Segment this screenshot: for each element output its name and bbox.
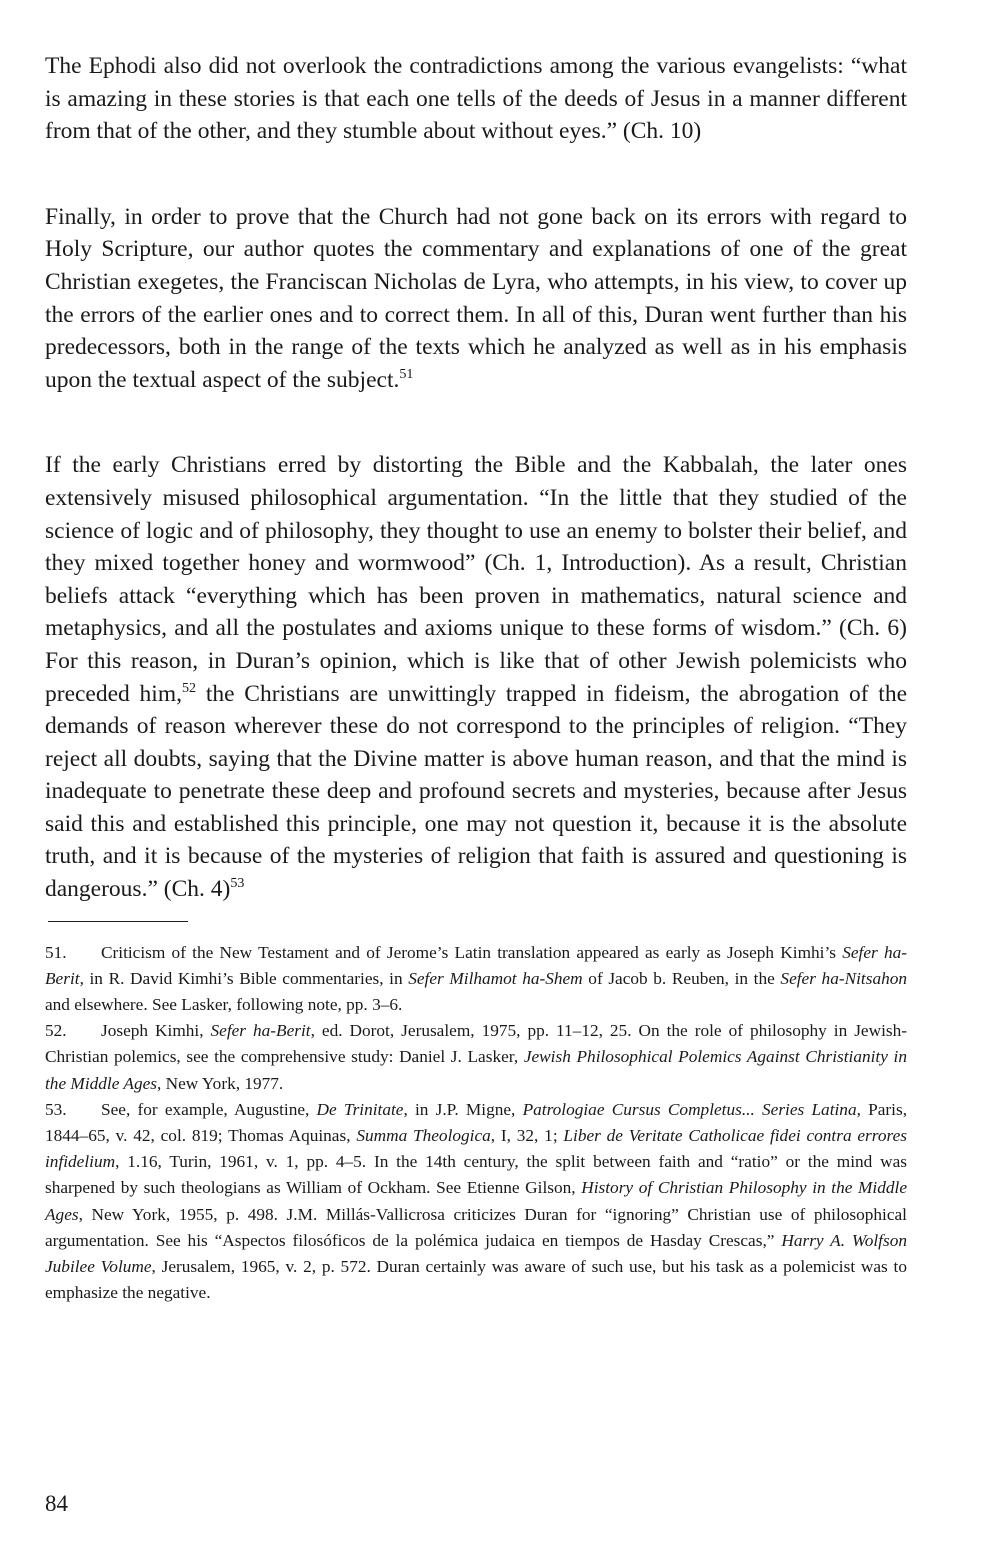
italic-title: De Trinitate	[316, 1099, 404, 1119]
text-run: If the early Christians erred by distorting the Bible and the Kabbalah, the later ones extensively misused philosophical argumentation. “In the little that they studied of the science of logic and of philosophy, they thought to use an enemy to bolster their belief, and they mixed together honey and wormwood” (Ch. 1, Introduction). As a result, Christian beliefs attack “everything which has been proven in mathematics, natural science and metaphysics, and all the postulates and axioms unique to these forms of wisdom.” (Ch. 6) For this reason, in Duran’s opinion, which is like that of other Jewish polemicists who preceded him,	[45, 452, 907, 707]
page-number: 84	[45, 1491, 68, 1516]
text-run: , Jerusalem, 1965, v. 2, p. 572. Duran certainly was aware of such use, but his task as a polemicist was to emphasize the negative.	[45, 1257, 907, 1303]
footnote-reference: 53	[230, 875, 245, 892]
text-run: of Jacob b. Reuben, in the	[582, 968, 781, 988]
footnotes	[45, 940, 907, 1307]
italic-title: Sefer ha-Nitsahon	[780, 968, 908, 988]
text-run: , New York, 1977.	[156, 1073, 284, 1093]
text-run: Joseph Kimhi,	[101, 1021, 211, 1041]
footnote-reference: 51	[399, 365, 414, 382]
footnote	[45, 1018, 907, 1097]
body-paragraph	[45, 449, 907, 905]
italic-title: Jewish Philosophical Polemics Against Christianity in the Middle Ages	[45, 1047, 908, 1093]
text-run: , New York, 1955, p. 498. J.M. Millás-Vallicrosa criticizes Duran for “ignoring” Christian use of philosophical argumentation. See his “Aspectos filosóficos de la polémica judaica en tiempos de Hasday Crescas,”	[45, 1204, 907, 1250]
text-run: and elsewhere. See Lasker, following note, pp. 3–6.	[45, 995, 403, 1015]
text-run: , Paris, 1844–65, v. 42, col. 819; Thomas Aquinas,	[45, 1099, 908, 1146]
footnote-reference: 52	[181, 679, 197, 696]
text-run: See, for example, Augustine,	[101, 1099, 317, 1119]
footnote	[45, 1097, 907, 1307]
body-paragraph	[45, 201, 907, 397]
italic-title: Sefer ha-Berit	[210, 1021, 311, 1041]
footnote-number: 52.	[45, 1021, 67, 1041]
text-run: , ed. Dorot, Jerusalem, 1975, pp. 11–12, 25. On the role of philosophy in Jewish-Christian polemics, see the comprehensive study: Daniel J. Lasker,	[45, 1021, 907, 1067]
italic-title: Harry A. Wolfson Jubilee Volume	[45, 1230, 907, 1277]
text-run: , in R. David Kimhi’s Bible commentaries, in	[79, 968, 409, 988]
italic-title: Patrologiae Cursus Completus... Series Latina	[522, 1099, 857, 1119]
italic-title: History of Christian Philosophy in the Middle Ages	[45, 1178, 907, 1224]
text-run: , I, 32, 1;	[490, 1126, 564, 1146]
text-run: Criticism of the New Testament and of Jerome’s Latin translation appeared as early as Joseph Kimhi’s	[101, 942, 843, 962]
footnote-number: 53.	[45, 1099, 67, 1119]
footnote-number: 51.	[45, 942, 67, 962]
italic-title: Sefer ha-Berit	[45, 942, 907, 988]
footnote	[45, 940, 907, 1019]
text-run: , 1.16, Turin, 1961, v. 1, pp. 4–5. In the 14th century, the split between faith and “ratio” or the mind was sharpened by such theologians as William of Ockham. See Etienne Gilson,	[45, 1152, 907, 1198]
body-text	[45, 50, 907, 906]
text-run: The Ephodi also did not overlook the contradictions among the various evangelists: “what is amazing in these stories is that each one tells of the deeds of Jesus in a manner different from that of the other, and they stumble about without eyes.” (Ch. 10)	[45, 53, 907, 145]
italic-title: Liber de Veritate Catholicae fidei contra errores infidelium	[45, 1126, 907, 1172]
text-run: , in J.P. Migne,	[403, 1099, 523, 1119]
italic-title: Summa Theologica	[356, 1126, 491, 1146]
body-paragraph	[45, 50, 907, 148]
text-run: Finally, in order to prove that the Church had not gone back on its errors with regard to Holy Scripture, our author quotes the commentary and explanations of one of the great Christian exegetes, the Franciscan Nicholas de Lyra, who attempts, in his view, to cover up the errors of the earlier ones and to correct them. In all of this, Duran went further than his predecessors, both in the range of the texts which he analyzed as well as in his emphasis upon the textual aspect of the subject.	[45, 203, 907, 393]
text-run: the Christians are unwittingly trapped in fideism, the abrogation of the demands of reason wherever these do not correspond to the principles of religion. “They reject all doubts, saying that the Divine matter is above human reason, and that the mind is inadequate to penetrate these deep and profound secrets and mysteries, because after Jesus said this and established this principle, one may not question it, because it is the absolute truth, and it is because of the mysteries of religion that faith is assured and questioning is dangerous.” (Ch. 4)	[45, 680, 907, 903]
italic-title: Sefer Milhamot ha-Shem	[408, 968, 583, 988]
footnote-separator	[48, 921, 188, 922]
page-content	[45, 50, 907, 1307]
